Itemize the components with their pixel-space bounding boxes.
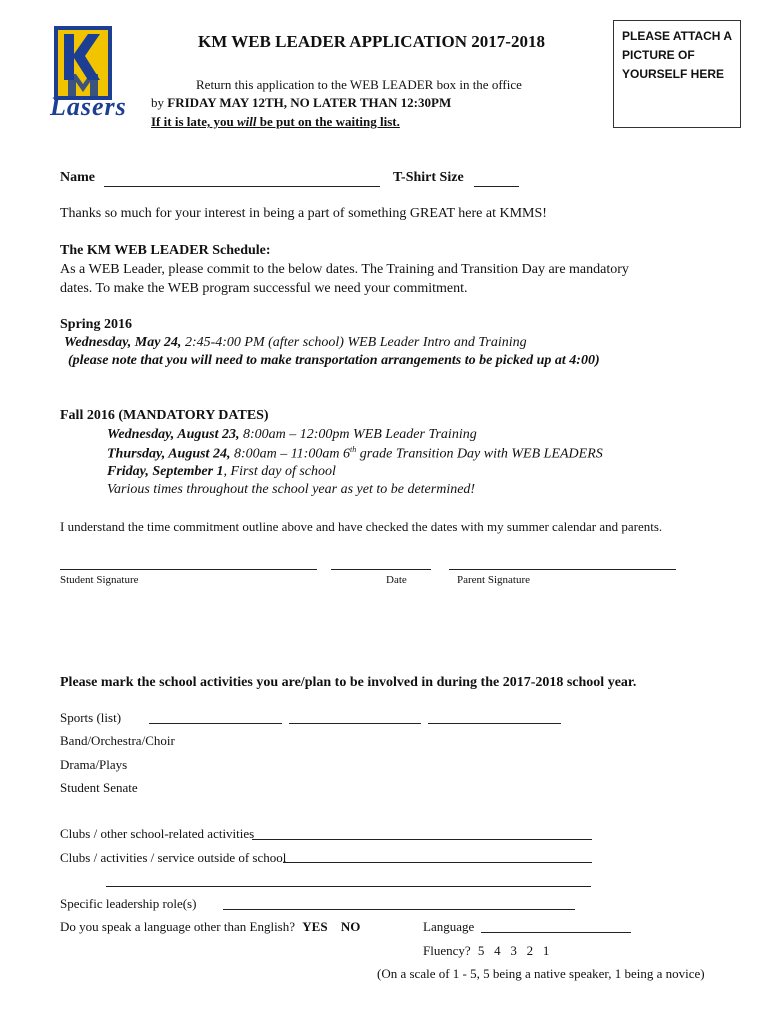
spring-heading: Spring 2016 bbox=[60, 317, 132, 332]
fluency-scale-note: (On a scale of 1 - 5, 5 being a native speaker, 1 being a novice) bbox=[377, 966, 705, 981]
schedule-heading: The KM WEB LEADER Schedule: bbox=[60, 243, 271, 258]
clubs-outside-field[interactable] bbox=[283, 862, 592, 863]
fall-event-2 bbox=[107, 445, 603, 463]
fall-e2-sup: th bbox=[349, 445, 357, 454]
clubs-outside-field-2[interactable] bbox=[106, 886, 591, 887]
language-question bbox=[60, 919, 360, 935]
fall-event-1 bbox=[107, 427, 477, 443]
logo-script-text: Lasers bbox=[50, 92, 127, 121]
fluency-scale[interactable]: 5 4 3 2 1 bbox=[477, 943, 550, 958]
sports-label: Sports (list) bbox=[60, 710, 122, 725]
photo-attach-box bbox=[613, 20, 741, 128]
schedule-p2: dates. To make the WEB program successful we need your commitment. bbox=[60, 281, 468, 296]
fall-e2-a: 8:00am – 11:00am 6 bbox=[233, 446, 350, 462]
late-b: be put on the waiting list. bbox=[256, 114, 400, 129]
photo-box-text: PLEASE ATTACH A PICTURE OF YOURSELF HERE bbox=[622, 29, 732, 81]
tshirt-label: T-Shirt Size bbox=[393, 170, 464, 185]
student-signature-field[interactable] bbox=[60, 569, 317, 570]
sports-field-1[interactable] bbox=[149, 723, 282, 724]
spring-day: Wednesday, May 24, bbox=[64, 335, 185, 350]
tshirt-field[interactable] bbox=[474, 186, 519, 187]
clubs-school-label: Clubs / other school-related activities bbox=[60, 826, 255, 841]
late-will: will bbox=[236, 114, 257, 129]
fall-e2-day: Thursday, August 24, bbox=[107, 446, 234, 462]
student-signature-label: Student Signature bbox=[60, 574, 139, 586]
date-field[interactable] bbox=[331, 569, 431, 570]
deadline-date: FRIDAY MAY 12TH, NO LATER THAN 12:30PM bbox=[167, 95, 452, 110]
deadline-line bbox=[151, 95, 451, 111]
parent-signature-label: Parent Signature bbox=[457, 574, 531, 586]
no-option[interactable]: NO bbox=[340, 919, 361, 934]
fall-e3-detail: , First day of school bbox=[223, 464, 336, 479]
school-logo bbox=[46, 22, 138, 122]
fluency-label: Fluency? bbox=[423, 943, 471, 958]
fluency-line bbox=[423, 943, 549, 959]
fall-e1-detail: 8:00am – 12:00pm WEB Leader Training bbox=[243, 427, 477, 442]
clubs-school-field[interactable] bbox=[252, 839, 592, 840]
language-field[interactable] bbox=[481, 932, 631, 933]
drama-item[interactable]: Drama/Plays bbox=[60, 757, 128, 772]
schedule-p1: As a WEB Leader, please commit to the below dates. The Training and Transition Day are mandatory bbox=[60, 262, 629, 277]
sports-field-2[interactable] bbox=[289, 723, 421, 724]
activities-heading: Please mark the school activities you are/plan to be involved in during the 2017-2018 school year. bbox=[60, 675, 637, 690]
language-label: Language bbox=[423, 919, 475, 934]
fall-e2-b: grade Transition Day with WEB LEADERS bbox=[356, 446, 603, 462]
name-field[interactable] bbox=[104, 186, 380, 187]
fall-heading: Fall 2016 (MANDATORY DATES) bbox=[60, 408, 269, 423]
band-item[interactable]: Band/Orchestra/Choir bbox=[60, 733, 175, 748]
parent-signature-field[interactable] bbox=[449, 569, 676, 570]
yes-option[interactable]: YES bbox=[302, 919, 328, 934]
commitment-statement: I understand the time commitment outline above and have checked the dates with my summer calendar and parents. bbox=[60, 519, 663, 534]
fall-e1-day: Wednesday, August 23, bbox=[107, 427, 243, 442]
senate-item[interactable]: Student Senate bbox=[60, 780, 138, 795]
spring-event bbox=[64, 335, 527, 351]
date-label: Date bbox=[386, 574, 407, 586]
spring-note: (please note that you will need to make transportation arrangements to be picked up at 4:00) bbox=[68, 353, 600, 368]
clubs-outside-label: Clubs / activities / service outside of school bbox=[60, 850, 287, 865]
fall-event-3 bbox=[107, 464, 336, 480]
name-label: Name bbox=[60, 170, 95, 185]
late-a: If it is late, you bbox=[151, 114, 237, 129]
fall-e3-day: Friday, September 1 bbox=[107, 464, 224, 479]
sports-field-3[interactable] bbox=[428, 723, 561, 724]
leadership-field[interactable] bbox=[223, 909, 575, 910]
thanks-text: Thanks so much for your interest in being a part of something GREAT here at KMMS! bbox=[60, 206, 547, 221]
late-warning bbox=[151, 114, 400, 130]
page-title: KM WEB LEADER APPLICATION 2017-2018 bbox=[198, 32, 545, 51]
leadership-label: Specific leadership role(s) bbox=[60, 896, 197, 911]
language-question-text: Do you speak a language other than English? bbox=[60, 919, 296, 934]
return-instruction: Return this application to the WEB LEADER box in the office bbox=[196, 77, 522, 92]
fall-event-4: Various times throughout the school year as yet to be determined! bbox=[107, 482, 476, 497]
deadline-prefix: by bbox=[151, 95, 168, 110]
spring-detail: 2:45-4:00 PM (after school) WEB Leader Intro and Training bbox=[184, 335, 527, 350]
